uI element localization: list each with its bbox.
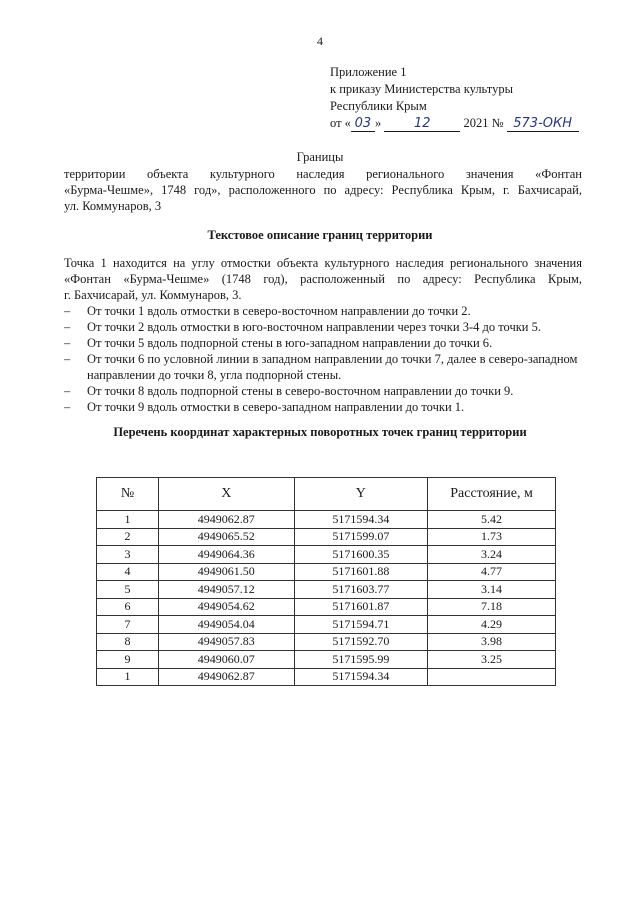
- list-item: – От точки 5 вдоль подпорной стены в юго-западном направлении до точки 6.: [64, 336, 493, 350]
- table-row: 8 4949057.83 5171592.70 3.98: [97, 633, 556, 651]
- intro-line-3: г. Бахчисарай, ул. Коммунаров, 3.: [64, 288, 242, 302]
- dash-marker: –: [64, 400, 71, 414]
- subtitle-line-3: ул. Коммунаров, 3: [64, 199, 162, 213]
- table-row: 1 4949062.87 5171594.34 5.42: [97, 511, 556, 529]
- intro-line-2: «Фонтан «Бурма-Чешме» (1748 год), расположенный по адресу: Республика Крым,: [64, 272, 582, 286]
- date-mid: »: [374, 116, 382, 130]
- col-number-header: №: [97, 478, 159, 511]
- table-row: 4 4949061.50 5171601.88 4.77: [97, 563, 556, 581]
- appendix-line-1: Приложение 1: [330, 65, 407, 79]
- date-month: 12: [384, 117, 460, 132]
- coordinates-table: [96, 477, 556, 686]
- description-heading: Текстовое описание границ территории: [207, 228, 433, 242]
- table-row: 5 4949057.12 5171603.77 3.14: [97, 581, 556, 599]
- list-item: – От точки 6 по условной линии в западном направлении до точки 7, далее в северо-западном направлении до точки 8, угла подпорной стены.: [64, 352, 578, 382]
- dash-marker: –: [64, 304, 71, 318]
- table-header-row: [97, 478, 556, 511]
- description-text: [64, 255, 582, 415]
- col-x-header: X: [159, 478, 294, 511]
- dash-marker: –: [64, 320, 71, 334]
- list-item: – От точки 2 вдоль отмостки в юго-восточном направлении через точки 3-4 до точки 5.: [64, 320, 541, 334]
- dash-marker: –: [64, 336, 71, 350]
- table-row: 3 4949064.36 5171600.35 3.24: [97, 546, 556, 564]
- document-title: Границы: [296, 150, 344, 164]
- subtitle-line-2: «Бурма-Чешме», 1748 год», расположенного по адресу: Республика Крым, г. Бахчисарай,: [64, 183, 582, 197]
- table-row: 1 4949062.87 5171594.34: [97, 668, 556, 686]
- table-row: 6 4949054.62 5171601.87 7.18: [97, 598, 556, 616]
- col-distance-header: Расстояние, м: [428, 478, 556, 511]
- appendix-line-3: Республики Крым: [330, 99, 427, 113]
- coordinates-heading: Перечень координат характерных поворотных точек границ территории: [113, 425, 527, 439]
- page-number: 4: [317, 34, 323, 48]
- table-row: 9 4949060.07 5171595.99 3.25: [97, 651, 556, 669]
- dash-marker: –: [64, 352, 71, 366]
- date-year: 2021 №: [463, 116, 504, 130]
- appendix-line-2: к приказу Министерства культуры: [330, 82, 513, 96]
- dash-marker: –: [64, 384, 71, 398]
- date-day: 03: [351, 117, 375, 132]
- order-number: 573-ОКН: [507, 117, 579, 132]
- table-row: 2 4949065.52 5171599.07 1.73: [97, 528, 556, 546]
- date-prefix: от «: [330, 116, 351, 130]
- list-item: – От точки 1 вдоль отмостки в северо-восточном направлении до точки 2.: [64, 304, 471, 318]
- list-item: – От точки 9 вдоль отмостки в северо-западном направлении до точки 1.: [64, 400, 465, 414]
- subtitle-line-1: территории объекта культурного наследия регионального значения «Фонтан: [64, 167, 582, 181]
- intro-line-1: Точка 1 находится на углу отмостки объекта культурного наследия регионального значения: [64, 256, 582, 270]
- appendix-date-line: [330, 115, 579, 132]
- boundary-list: [64, 303, 582, 415]
- table-row: 7 4949054.04 5171594.71 4.29: [97, 616, 556, 634]
- col-y-header: Y: [294, 478, 428, 511]
- appendix-block: [330, 64, 579, 132]
- list-item: – От точки 8 вдоль подпорной стены в северо-восточном направлении до точки 9.: [64, 384, 514, 398]
- document-subtitle: [64, 166, 582, 214]
